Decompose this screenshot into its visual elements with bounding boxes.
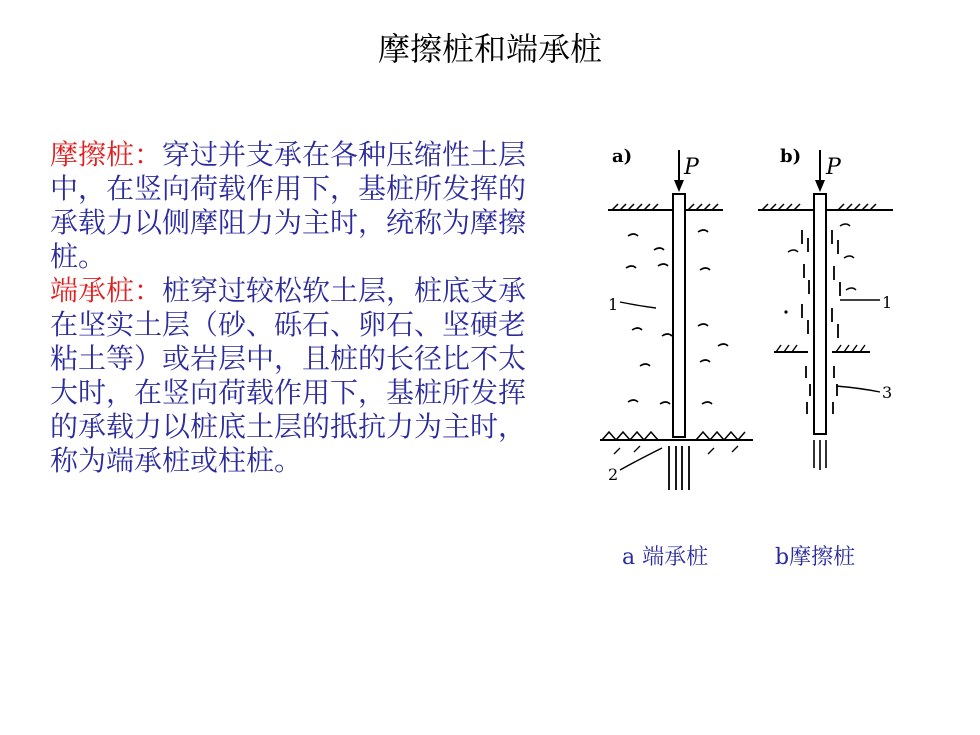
load-arrow-head-a — [674, 180, 684, 192]
panel-a-label: a) — [612, 146, 633, 167]
load-label-b: P — [826, 155, 841, 180]
load-arrow-head-b — [815, 180, 825, 192]
panel-b-label: b) — [780, 146, 802, 167]
marker-1-a: 1 — [608, 295, 619, 314]
load-label-a: P — [684, 155, 699, 180]
marker-3-b-leader — [836, 386, 880, 392]
friction-pile-definition — [50, 138, 530, 274]
marker-2-a-leader — [620, 448, 662, 470]
end-bearing-pile-term: 端承桩： — [50, 274, 163, 307]
friction-pile-term: 摩擦桩： — [50, 138, 163, 171]
caption-end-bearing-pile: a 端承桩 — [622, 545, 709, 570]
panel-a-end-bearing-pile — [600, 146, 753, 490]
tip-marks-b — [814, 440, 826, 470]
soil-dot-b — [784, 310, 787, 313]
marker-2-a: 2 — [608, 465, 619, 484]
end-bearing-pile-definition — [50, 274, 530, 478]
marker-3-b: 3 — [882, 383, 893, 402]
marker-1-b: 1 — [882, 293, 893, 312]
friction-pile-text: 穿过并支承在各种压缩性土层中，在竖向荷载作用下，基桩所发挥的承载力以侧摩阻力为主时，统称为摩擦桩。 — [50, 138, 527, 273]
pile-diagram — [588, 140, 908, 500]
pile-b — [814, 194, 826, 434]
panel-b-friction-pile — [758, 146, 893, 470]
end-bearing-pile-text: 桩穿过较松软土层，桩底支承在坚实土层（砂、砾石、卵石、坚硬老粘土等）或岩层中，且桩的长径比不太大时，在竖向荷载作用下，基桩所发挥的承载力以桩底土层的抵抗力为主时，称为端承桩或柱桩。 — [50, 274, 527, 477]
slide-title: 摩擦桩和端承桩 — [377, 30, 602, 68]
end-bearing-reaction-a — [669, 446, 689, 490]
marker-1-a-leader — [620, 302, 656, 308]
pile-a — [673, 194, 685, 437]
definitions-text — [50, 138, 530, 478]
caption-friction-pile: b摩擦桩 — [775, 545, 856, 570]
